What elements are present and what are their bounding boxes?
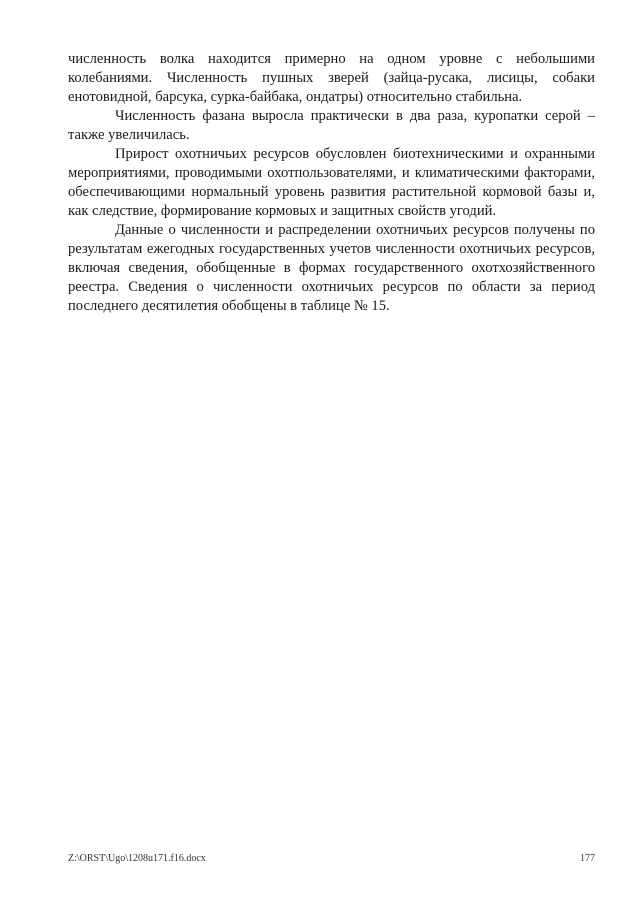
page-number: 177 (580, 853, 595, 864)
paragraph: Численность фазана выросла практически в два раза, куропатки серой – также увеличилась. (68, 108, 595, 143)
paragraph-continuation: численность волка находится примерно на одном уровне с небольшими колебаниями. Численность пушных зверей (зайца-русака, лисицы, собаки енотовидной, барсука, сурка-байбака, ондатры) относительно стабильна. (68, 51, 595, 105)
paragraph: Данные о численности и распределении охотничьих ресурсов получены по результатам ежегодных государственных учетов численности охотничьих ресурсов, включая сведения, обобщенные в формах государственного охотхозяйственного реестра. Сведения о численности охотничьих ресурсов по области за период последнего десятилетия обобщены в таблице № 15. (68, 222, 595, 314)
paragraph: Прирост охотничьих ресурсов обусловлен биотехническими и охранными мероприятиями, проводимыми охотпользователями, и климатическими факторами, обеспечивающими нормальный уровень развития растительной кормовой базы и, как следствие, формирование кормовых и защитных свойств угодий. (68, 146, 595, 219)
page-footer (68, 852, 595, 866)
footer-file-path: Z:\ORST\Ugo\1208u171.f16.docx (68, 853, 206, 864)
document-body (68, 50, 595, 316)
